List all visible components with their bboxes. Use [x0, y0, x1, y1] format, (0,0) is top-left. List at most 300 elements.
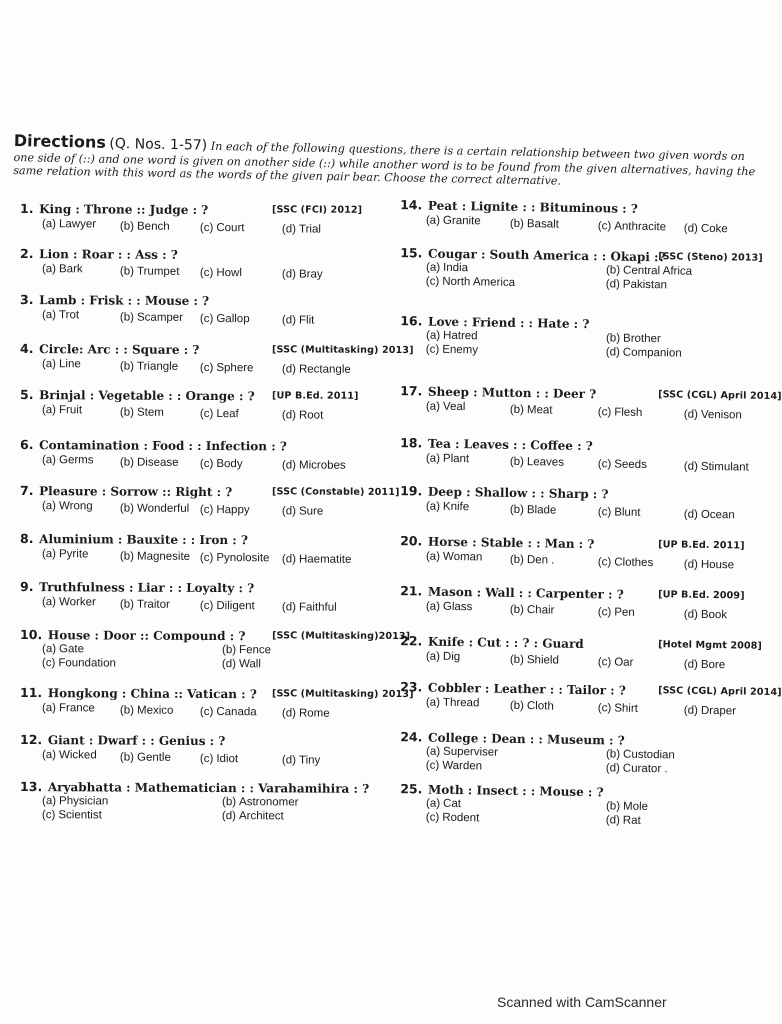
question-line [20, 779, 400, 797]
option-text: Trumpet [136, 265, 180, 278]
exam-source-tag: [SSC (Multitasking) 2013] [272, 688, 414, 701]
option-text: Pyrite [58, 548, 89, 561]
directions-text: In each of the following questions, there is a certain relationship between two given words on one side of (::) and one word is given on another side (::) while another word is to be found from the given alternatives, having the same relation with this word as the words of the given pair bear. Choose the correct alternative. [13, 139, 756, 188]
answer-option[interactable] [510, 402, 553, 417]
answer-option[interactable] [426, 344, 478, 358]
answer-option[interactable] [42, 357, 81, 372]
option-label: (c) [199, 599, 214, 612]
option-label: (b) [119, 456, 135, 469]
answer-option[interactable] [42, 547, 89, 562]
option-text: Trot [58, 309, 80, 322]
answer-option[interactable] [510, 552, 555, 567]
answer-option[interactable] [42, 262, 83, 277]
question-number: 21. [400, 583, 423, 599]
answer-option[interactable] [606, 265, 692, 280]
question-item [20, 531, 400, 564]
option-text: Curator . [622, 762, 668, 776]
question-number: 10. [20, 627, 43, 643]
options-row [20, 453, 400, 470]
answer-option[interactable] [200, 407, 239, 422]
option-text: Warden [442, 760, 483, 773]
answer-option[interactable] [510, 698, 554, 713]
question-text: Sheep : Mutton : : Deer ? [427, 384, 597, 402]
answer-option[interactable] [684, 704, 736, 720]
answer-option[interactable] [42, 701, 95, 716]
answer-option[interactable] [426, 600, 473, 615]
answer-option[interactable] [598, 505, 641, 520]
answer-option[interactable] [200, 457, 243, 472]
answer-option[interactable] [200, 599, 255, 614]
answer-option[interactable] [200, 361, 254, 376]
question-item [20, 579, 400, 612]
option-label: (c) [199, 705, 214, 718]
answer-option[interactable] [598, 605, 635, 620]
option-text: Tiny [298, 754, 321, 767]
answer-option[interactable] [426, 550, 483, 566]
option-text: Flit [298, 314, 315, 327]
option-text: Bench [136, 220, 170, 233]
option-label: (a) [41, 404, 57, 417]
option-label: (a) [41, 454, 57, 467]
question-number: 22. [400, 633, 423, 649]
answer-option[interactable] [120, 310, 183, 325]
option-label: (a) [425, 550, 441, 564]
options-block [400, 261, 766, 297]
option-text: Ocean [700, 508, 735, 522]
answer-option[interactable] [42, 499, 93, 514]
question-item [20, 201, 400, 234]
question-number: 25. [400, 781, 423, 797]
answer-option[interactable] [684, 222, 728, 237]
option-text: Companion [622, 346, 682, 360]
question-sheet [0, 120, 782, 880]
option-label: (c) [597, 405, 612, 419]
answer-option[interactable] [510, 216, 559, 231]
question-number: 14. [400, 197, 423, 213]
answer-option[interactable] [426, 798, 461, 812]
answer-option[interactable] [42, 657, 116, 671]
option-label: (d) [605, 346, 620, 359]
option-label: (b) [221, 796, 237, 809]
answer-option[interactable] [282, 362, 351, 377]
answer-option[interactable] [426, 214, 481, 230]
answer-option[interactable] [120, 264, 180, 279]
answer-option[interactable] [120, 549, 190, 564]
option-label: (b) [605, 332, 621, 345]
question-number: 2. [20, 246, 34, 262]
answer-option[interactable] [120, 501, 189, 516]
option-label: (d) [221, 810, 237, 823]
question-item [400, 679, 782, 718]
option-text: Magnesite [136, 550, 191, 563]
options-row [20, 403, 400, 420]
answer-option[interactable] [426, 330, 478, 344]
option-label: (b) [509, 553, 525, 566]
answer-option[interactable] [42, 795, 108, 809]
scanner-watermark: Scanned with CamScanner [497, 994, 667, 1010]
question-number: 24. [400, 729, 423, 745]
answer-option[interactable] [426, 812, 480, 826]
answer-option[interactable] [120, 703, 174, 718]
question-number: 16. [400, 313, 423, 329]
option-text: Wonderful [136, 502, 190, 515]
options-row [20, 748, 400, 765]
option-text: Brother [622, 332, 661, 346]
question-item [400, 729, 767, 781]
option-text: Mexico [136, 704, 174, 717]
question-text: Peat : Lignite : : Bituminous : ? [427, 198, 638, 216]
option-text: Enemy [442, 344, 479, 357]
option-label: (b) [605, 748, 621, 761]
question-number: 13. [20, 779, 43, 795]
option-label: (d) [683, 608, 698, 621]
answer-option[interactable] [606, 279, 667, 293]
option-text: Fence [239, 644, 272, 657]
option-text: Line [58, 358, 81, 371]
answer-option[interactable] [42, 809, 102, 823]
answer-option[interactable] [606, 801, 648, 815]
option-label: (d) [281, 268, 297, 281]
option-label: (d) [281, 553, 297, 566]
question-line [20, 531, 400, 549]
answer-option[interactable] [606, 815, 641, 829]
option-text: Cloth [526, 699, 554, 713]
answer-option[interactable] [426, 746, 498, 760]
option-text: Chair [526, 603, 555, 617]
question-text: Brinjal : Vegetable : : Orange : ? [39, 388, 255, 404]
option-label: (a) [425, 452, 441, 466]
answer-option[interactable] [120, 219, 170, 234]
option-label: (a) [425, 797, 441, 811]
answer-option[interactable] [282, 222, 321, 237]
option-text: Anthracite [614, 220, 667, 234]
question-text: Aluminium : Bauxite : : Iron : ? [39, 532, 248, 548]
option-text: Shield [526, 653, 559, 667]
directions-heading: Directions [13, 131, 107, 152]
exam-source-tag: [UP B.Ed. 2009] [658, 589, 745, 602]
question-item [20, 483, 400, 516]
question-number: 7. [20, 483, 34, 499]
answer-option[interactable] [222, 810, 284, 824]
answer-option[interactable] [42, 595, 96, 610]
exam-source-tag: [SSC (Multitasking)2013] [272, 630, 411, 643]
answer-option[interactable] [200, 705, 257, 720]
option-text: Superviser [442, 746, 499, 760]
option-label: (d) [281, 459, 297, 472]
answer-option[interactable] [282, 706, 330, 721]
options-block [20, 643, 400, 675]
option-text: Bray [298, 268, 323, 281]
answer-option[interactable] [120, 750, 171, 765]
option-label: (b) [119, 265, 135, 278]
option-label: (b) [221, 644, 237, 657]
answer-option[interactable] [200, 221, 245, 236]
answer-option[interactable] [426, 400, 466, 415]
answer-option[interactable] [200, 266, 242, 281]
question-item [20, 387, 400, 420]
option-label: (c) [597, 219, 612, 233]
option-text: Clothes [614, 556, 654, 569]
option-label: (a) [41, 749, 57, 762]
answer-option[interactable] [598, 219, 666, 235]
option-label: (d) [683, 460, 698, 473]
option-text: Bore [700, 658, 726, 672]
answer-option[interactable] [426, 276, 515, 291]
question-item [400, 383, 782, 422]
question-line [20, 292, 400, 310]
options-block [400, 329, 766, 365]
answer-option[interactable] [200, 752, 238, 767]
answer-option[interactable] [684, 608, 728, 623]
option-label: (c) [199, 503, 214, 516]
option-label: (a) [41, 795, 57, 808]
option-label: (d) [683, 704, 698, 717]
answer-option[interactable] [42, 308, 79, 323]
option-label: (a) [41, 309, 57, 322]
option-label: (c) [425, 759, 440, 773]
option-text: Astronomer [239, 796, 299, 809]
answer-option[interactable] [684, 408, 742, 424]
answer-option[interactable] [426, 500, 470, 515]
option-label: (c) [199, 551, 214, 564]
answer-option[interactable] [426, 650, 461, 665]
question-text: Truthfulness : Liar : : Loyalty : ? [39, 580, 255, 596]
question-number: 6. [20, 437, 34, 453]
option-text: North America [442, 276, 516, 290]
question-line [20, 579, 400, 597]
option-label: (b) [605, 264, 621, 277]
option-label: (a) [41, 263, 57, 276]
options-row [20, 547, 400, 564]
question-line [20, 437, 400, 455]
option-label: (a) [425, 500, 441, 514]
option-text: Coke [700, 222, 728, 236]
option-label: (d) [281, 754, 297, 767]
question-item [20, 732, 400, 765]
option-label: (b) [509, 403, 525, 416]
option-text: Dig [442, 651, 461, 664]
answer-option[interactable] [606, 763, 668, 777]
answer-option[interactable] [426, 262, 468, 276]
option-text: Root [298, 409, 324, 422]
answer-option[interactable] [606, 333, 661, 347]
option-text: Diligent [216, 599, 255, 612]
option-text: Worker [58, 596, 96, 609]
exam-source-tag: [Hotel Mgmt 2008] [658, 639, 763, 652]
answer-option[interactable] [426, 452, 470, 467]
option-label: (b) [509, 503, 525, 516]
option-text: Sure [298, 505, 324, 518]
question-text: Giant : Dwarf : : Genius : ? [47, 733, 226, 749]
answer-option[interactable] [426, 696, 480, 712]
option-text: House [700, 558, 735, 572]
answer-option[interactable] [120, 405, 164, 420]
question-text: Pleasure : Sorrow :: Right : ? [39, 484, 233, 500]
question-number: 19. [400, 483, 423, 499]
option-text: Bark [58, 263, 83, 276]
option-text: Basalt [526, 217, 559, 231]
answer-option[interactable] [598, 405, 643, 420]
answer-option[interactable] [200, 312, 250, 327]
answer-option[interactable] [42, 403, 82, 418]
answer-option[interactable] [598, 655, 634, 670]
answer-option[interactable] [42, 453, 94, 468]
option-label: (d) [281, 505, 297, 518]
answer-option[interactable] [282, 504, 323, 519]
answer-option[interactable] [222, 644, 271, 657]
option-label: (b) [119, 360, 135, 373]
option-label: (b) [119, 550, 135, 563]
answer-option[interactable] [42, 748, 97, 763]
answer-option[interactable] [598, 457, 647, 472]
option-label: (a) [425, 400, 441, 414]
answer-option[interactable] [426, 760, 482, 774]
option-text: Blade [526, 503, 557, 517]
question-item [20, 627, 411, 675]
question-item [400, 483, 766, 520]
exam-source-tag: [UP B.Ed. 2011] [272, 390, 359, 402]
answer-option[interactable] [42, 643, 84, 656]
answer-option[interactable] [282, 600, 337, 615]
question-text: Lamb : Frisk : : Mouse : ? [39, 293, 210, 308]
question-text: Cobbler : Leather : : Tailor : ? [427, 680, 626, 698]
option-label: (a) [41, 643, 57, 656]
question-item [400, 633, 766, 670]
option-label: (a) [41, 702, 57, 715]
question-number: 8. [20, 531, 34, 547]
answer-option[interactable] [200, 551, 270, 566]
question-number: 1. [20, 201, 34, 217]
question-text: Knife : Cut : : ? : Guard [427, 634, 584, 652]
answer-option[interactable] [282, 458, 346, 473]
answer-option[interactable] [510, 652, 559, 667]
option-label: (d) [281, 707, 297, 720]
options-block [20, 795, 400, 827]
option-text: Gentle [136, 751, 171, 764]
option-label: (a) [41, 548, 57, 561]
option-label: (a) [41, 218, 57, 231]
option-text: Meat [526, 403, 553, 417]
answer-option[interactable] [510, 502, 557, 517]
option-text: Central Africa [622, 264, 693, 279]
option-label: (c) [199, 407, 214, 420]
answer-option[interactable] [282, 408, 323, 423]
answer-option[interactable] [510, 454, 564, 470]
option-text: Plant [442, 453, 470, 466]
exam-source-tag: [SSC (Constable) 2011] [272, 486, 400, 498]
answer-option[interactable] [684, 508, 735, 524]
question-text: Cougar : South America : : Okapi :? [427, 246, 666, 265]
question-item [400, 781, 767, 833]
option-text: Body [216, 457, 243, 470]
answer-option[interactable] [606, 749, 675, 763]
option-text: Knife [442, 501, 470, 514]
option-text: Cat [442, 798, 462, 811]
exam-source-tag: [SSC (CGL) April 2014] [658, 389, 782, 403]
options-block [400, 745, 766, 781]
option-text: Leaves [526, 455, 565, 469]
option-label: (c) [199, 312, 214, 325]
option-label: (b) [119, 598, 135, 611]
option-label: (b) [509, 455, 525, 468]
answer-option[interactable] [120, 597, 170, 612]
option-text: Pen [614, 606, 635, 619]
option-label: (d) [683, 558, 698, 571]
option-label: (a) [425, 650, 441, 664]
question-item [400, 435, 766, 472]
answer-option[interactable] [684, 558, 735, 574]
option-text: Lawyer [58, 218, 97, 231]
option-label: (c) [425, 343, 440, 357]
option-text: India [442, 262, 469, 275]
option-text: Sphere [216, 361, 254, 374]
option-label: (a) [425, 745, 441, 759]
option-label: (d) [281, 223, 297, 236]
answer-option[interactable] [222, 658, 261, 671]
option-label: (b) [119, 704, 135, 717]
exam-source-tag: [UP B.Ed. 2011] [658, 539, 745, 552]
option-label: (c) [199, 457, 214, 470]
answer-option[interactable] [598, 701, 638, 716]
option-text: Physician [59, 795, 109, 808]
option-label: (c) [597, 457, 612, 471]
option-label: (d) [605, 762, 620, 775]
option-text: Venison [700, 408, 742, 422]
option-label: (d) [281, 314, 297, 327]
option-text: Gate [59, 643, 85, 656]
answer-option[interactable] [282, 267, 323, 282]
answer-option[interactable] [120, 455, 179, 470]
answer-option[interactable] [606, 347, 682, 361]
answer-option[interactable] [120, 359, 178, 374]
option-label: (d) [221, 658, 237, 671]
question-item [20, 246, 400, 279]
option-text: Pakistan [622, 278, 668, 292]
answer-option[interactable] [282, 313, 314, 328]
option-label: (a) [425, 214, 441, 228]
question-number: 11. [20, 685, 43, 701]
option-text: Wall [238, 658, 261, 671]
answer-option[interactable] [200, 503, 250, 518]
option-text: France [58, 702, 95, 715]
option-label: (c) [597, 701, 612, 715]
answer-option[interactable] [684, 460, 749, 476]
option-label: (b) [119, 220, 135, 233]
question-text: Hongkong : China :: Vatican : ? [47, 686, 257, 702]
option-text: Disease [136, 456, 179, 469]
answer-option[interactable] [282, 753, 320, 768]
answer-option[interactable] [684, 658, 726, 673]
option-text: Rome [298, 707, 330, 720]
option-label: (d) [281, 601, 297, 614]
option-text: Draper [700, 704, 737, 718]
question-item [400, 197, 766, 234]
answer-option[interactable] [222, 796, 299, 810]
answer-option[interactable] [510, 602, 555, 617]
answer-option[interactable] [598, 555, 654, 571]
exam-source-tag: [SSC (CGL) April 2014] [658, 685, 782, 699]
question-item [20, 341, 414, 376]
option-text: Court [216, 221, 245, 234]
option-text: Idiot [216, 752, 239, 765]
exam-source-tag: [SSC (Steno) 2013] [658, 251, 763, 264]
answer-option[interactable] [282, 552, 352, 567]
question-number: 3. [20, 292, 34, 308]
option-label: (c) [425, 275, 440, 289]
option-text: Gallop [216, 312, 250, 325]
answer-option[interactable] [42, 217, 96, 232]
option-label: (a) [425, 696, 441, 710]
